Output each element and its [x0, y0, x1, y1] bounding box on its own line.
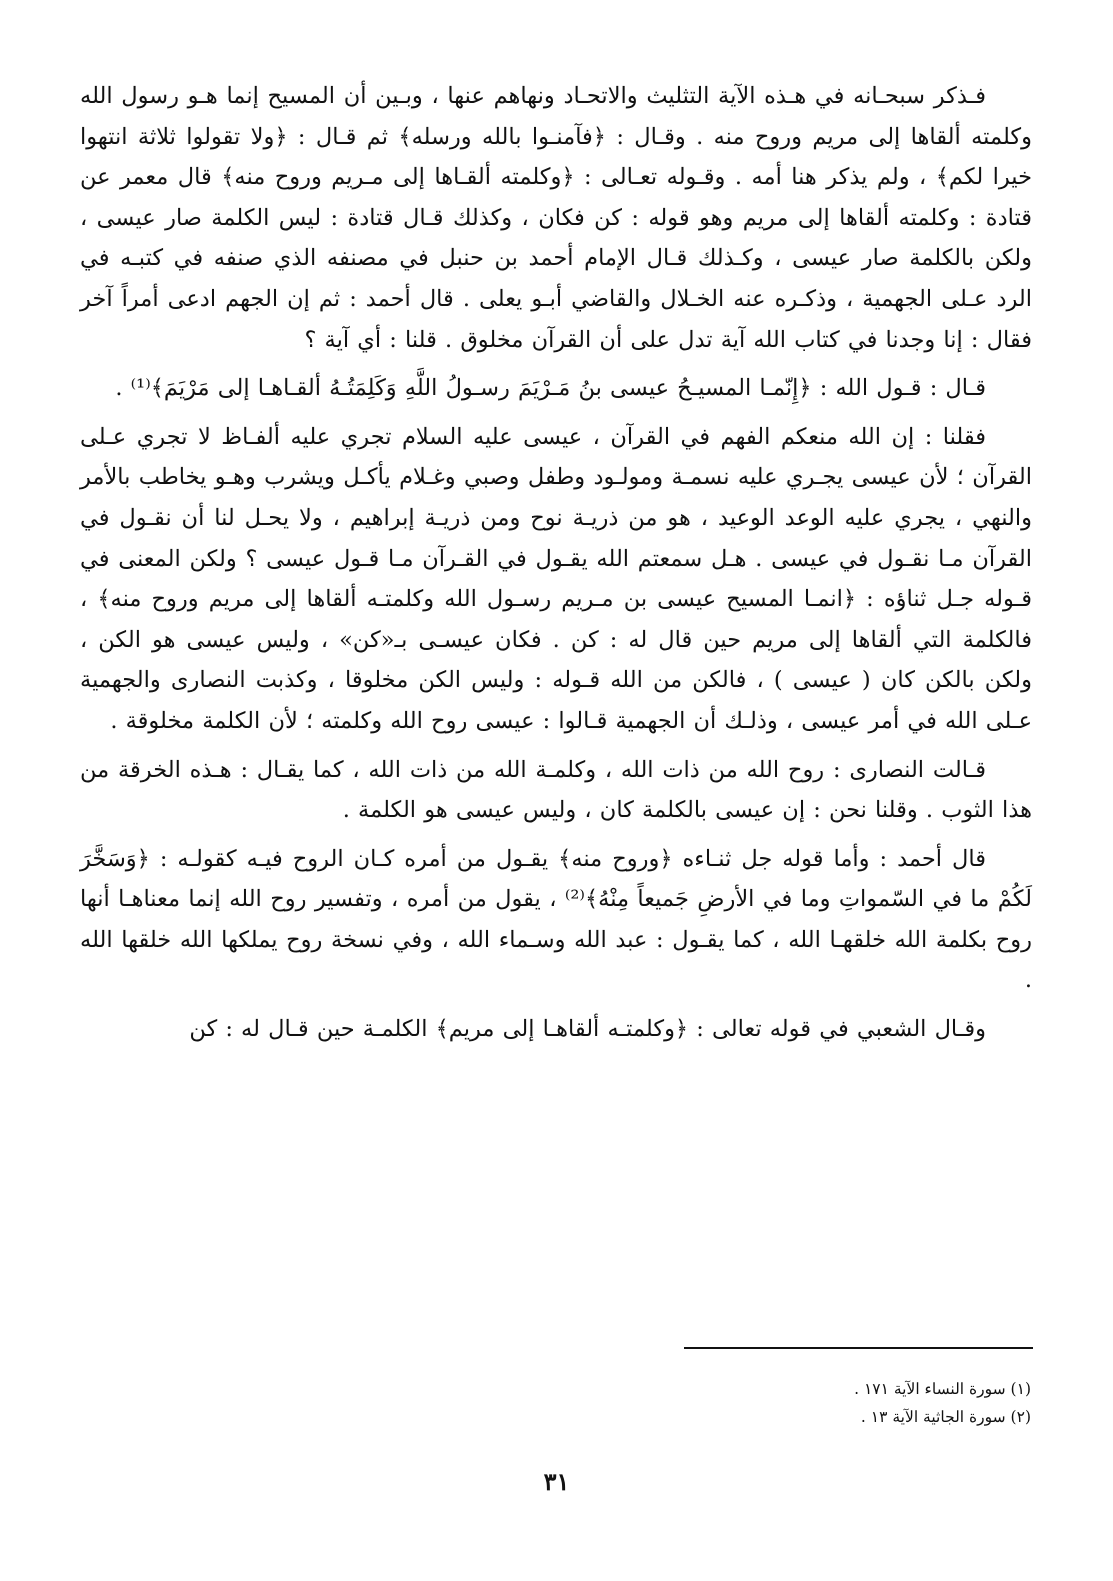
footnote-1: (١) سورة النساء الآية ١٧١ . [854, 1380, 1031, 1398]
footnote-divider [684, 1347, 1033, 1349]
paragraph-2: قـال : قـول الله : ﴿إِنّمـا المسيـحُ عيسى بنُ مَـرْيَمَ رسـولُ اللَّهِ وَكَلِمَتُـهُ ألقـاهـا إلى مَرْيَمَ﴾⁽¹⁾ . [115, 375, 986, 402]
footnotes [531, 1378, 1031, 1434]
paragraph-3: فقلنا : إن الله منعكم الفهم في القرآن ، عيسى عليه السلام تجري عليه ألفـاظ لا تجري عـلى القرآن ؛ لأن عيسى يجـري عليه نسمـة ومولـود وطفل وصبي وغـلام يأكـل ويشرب وهـو يخاطب بالأمر والنهي ، يجري عليه الوعد الوعيد ، هو من ذريـة نوح ومن ذريـة إبراهيم ، ولا يحـل لنا أن نقـول في القرآن مـا نقـول في عيسى . هـل سمعتم الله يقـول في القـرآن مـا قـول عيسى ؟ ولكن المعنى في قـوله جـل ثناؤه : ﴿انمـا المسيح عيسى بن مـريم رسـول الله وكلمتـه ألقاها إلى مريم وروح منه﴾ ، فالكلمة التي ألقاها إلى مريم حين قال له : كن . فكان عيسـى بـ«كن» ، وليس عيسى هو الكن ، ولكن بالكن كان ( عيسى ) ، فالكن من الله قـوله : وليس الكن مخلوقا ، وكذبت النصارى والجهمية عـلى الله في أمر عيسى ، وذلـك أن الجهمية قـالوا : عيسى روح الله وكلمته ؛ لأن الكلمة مخلوقة . [80, 423, 1032, 734]
paragraph-1: فـذكر سبحـانه في هـذه الآية التثليث والاتحـاد ونهاهم عنها ، وبـين أن المسيح إنما هـو رسول الله وكلمته ألقاها إلى مريم وروح منه . وقـال : ﴿فآمنـوا بالله ورسله﴾ ثم قـال : ﴿ولا تقولوا ثلاثة انتهوا خيرا لكم﴾ ، ولم يذكر هنا أمه . وقـوله تعـالى : ﴿وكلمته ألقـاها إلى مـريم وروح منه﴾ قال معمر عن قتادة : وكلمته ألقاها إلى مريم وهو قوله : كن فكان ، وكذلك قـال قتادة : ليس الكلمة صار عيسى ، ولكن بالكلمة صار عيسى ، وكـذلك قـال الإمام أحمد بن حنبل في مصنفه الذي صنفه في كتبـه في الرد عـلى الجهمية ، وذكـره عنه الخـلال والقاضي أبـو يعلى . قال أحمد : ثم إن الجهم ادعى أمراً آخر فقال : إنا وجدنا في كتاب الله آية تدل على أن القرآن مخلوق . قلنا : أي آية ؟ [80, 83, 1032, 353]
paragraph-6: وقـال الشعبي في قوله تعالى : ﴿وكلمتـه ألقاهـا إلى مريم﴾ الكلمـة حين قـال له : كن [189, 1016, 986, 1043]
paragraph-5: قال أحمد : وأما قوله جل ثنـاءه ﴿وروح منه﴾ يقـول من أمره كـان الروح فيـه كقولـه : ﴿وَسَخَّرَ لَكُمْ ما في السّمواتِ وما في الأرضِ جَميعاً مِنْهُ﴾⁽²⁾ ، يقول من أمره ، وتفسير روح الله إنما معناهـا أنها روح بكلمة الله خلقهـا الله ، كما يقـول : عبد الله وسـماء الله ، وفي نسخة روح يملكها الله خلقها الله . [80, 845, 1032, 994]
paragraph-4: قـالت النصارى : روح الله من ذات الله ، وكلمـة الله من ذات الله ، كما يقـال : هـذه الخرقة من هذا الثوب . وقلنا نحن : إن عيسى بالكلمة كان ، وليس عيسى هو الكلمة . [80, 756, 1032, 824]
footnote-2: (٢) سورة الجاثية الآية ١٣ . [860, 1408, 1031, 1426]
page-body [80, 76, 1032, 1050]
page-number: ٣١ [543, 1467, 570, 1496]
